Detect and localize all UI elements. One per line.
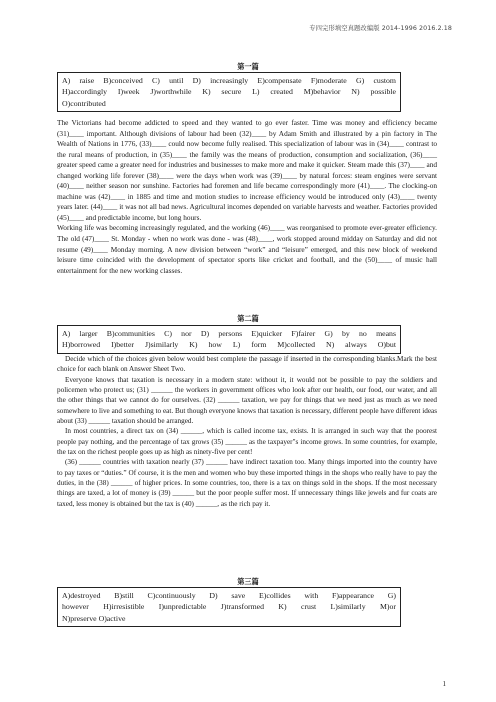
section-1-options-box bbox=[57, 72, 401, 112]
paragraph: Everyone knows that taxation is necessary in a modern state: without it, it would not be possible to pay the soldiers and policemen who protect us; (31) ______ the workers in government offices who look after our health, our food, our water, and all the other things that we cannot do for ourselves. (32) ______ taxation, we pay for things that we need just as much as we need somewhere to live and something to eat. But though everyone knows that taxation is necessary, different people have different ideas about (33) ______ taxation should be arranged. bbox=[57, 375, 437, 426]
paragraph: The Victorians had become addicted to speed and they wanted to go ever faster. Time was money and efficiency became (31)____ important. Although divisions of labour had been (32)____ by Adam Smith and illustrated by a pin factory in The Wealth of Nations in 1776, (33)____ could now become fully realised. This specialization of labour was in (34)____ contrast to the rural means of production, in (35)____ the family was the means of production, consumption and socialization, (36)____ greater speed came a greater need for industries and businesses to make more and make it quicker. Steam made this (37)____ and changed working life forever (38)____ were the days when work was (39)____ by natural forces: steam engines were servant (40)____ neither season nor sunshine. Factories had foremen and life became correspondingly more (41)____. The clocking-on machine was (42)____ in 1885 and time and motion studies to increase efficiency would be introduced only (43)____ twenty years later. (44)____ it was not all bad news. Agricultural incomes depended on variable harvests and weather. Factories provided (45)____ and predictable income, but long hours. bbox=[57, 118, 437, 222]
options-line: N)preserve O)active bbox=[62, 613, 126, 623]
section-3-title: 第三篇 bbox=[237, 577, 259, 586]
paragraph: In most countries, a direct tax on (34) ______, which is called income tax, exists. It is arranged in such way that the poorest people pay nothing, and the percentage of tax grows (35) ______ as the taxpayer"s income grows. In some countries, for example, the tax on the richest people goes up as high as ninety-five per cent! bbox=[57, 427, 437, 457]
options-line: however H)irresistible I)unpredictable J)transformed K) crust L)similarly M)or bbox=[62, 602, 396, 612]
options-line: A)destroyed B)still C)continuously D) save E)collides with F)appearance G) bbox=[62, 591, 396, 600]
paragraph: (36) ______ countries with taxation nearly (37) ______ have indirect taxation too. Many things imported into the country have to pay taxes or “duties.” Of course, it is the men and women who buy these imported things in the shops who really have to pay the duties, in the (38) ______ of higher prices. In some countries, too, there is a tax on things sold in the shops. If the most necessary things are taxed, a lot of money is (39) ______ but the poor people suffer most. If unnecessary things like jewels and fur coats are taxed, less money is obtained but the tax is (40) ______, as the rich pay it. bbox=[57, 458, 437, 508]
options-line: H)borrowed I)better J)similarly K) how L) form M)collected N) always O)but bbox=[62, 340, 396, 350]
options-line: A) larger B)communities C) nor D) persons E)quicker F)fairer G) by no means bbox=[62, 329, 396, 338]
page-number: 1 bbox=[442, 680, 446, 688]
section-1-passage bbox=[57, 118, 437, 276]
section-1-title: 第一篇 bbox=[237, 62, 259, 71]
section-2-title: 第二篇 bbox=[237, 314, 259, 323]
options-line: O)contributed bbox=[62, 98, 106, 108]
section-2-options-box bbox=[57, 325, 401, 354]
page-header: 专四完形填空真题改编版 2014-1996 2016.2.18 bbox=[309, 25, 452, 32]
section-3-options-box bbox=[57, 587, 401, 627]
options-line: A) raise B)conceived C) until D) increasingly E)compensate F)moderate G) custom bbox=[62, 76, 396, 85]
section-2-passage bbox=[57, 354, 437, 509]
options-line: H)accordingly I)week J)worthwhile K) secure L) created M)behavior N) possible bbox=[62, 87, 396, 97]
instruction-paragraph: Decide which of the choices given below would best complete the passage if inserted in the corresponding blanks.Mark the best choice for each blank on Answer Sheet Two. bbox=[57, 355, 437, 374]
paragraph: Working life was becoming increasingly regulated, and the working (46)____ was reorganised to promote ever-greater efficiency. The old (47)____ St. Monday - when no work was done - was (48)____, work stopped around midday on Saturday and did not resume (49)____ Monday morning. A new division between “work” and “leisure” emerged, and this new block of weekend leisure time coincided with the development of spectator sports like cricket and football, and the (50)____ of music hall entertainment for the new working classes. bbox=[57, 223, 437, 275]
